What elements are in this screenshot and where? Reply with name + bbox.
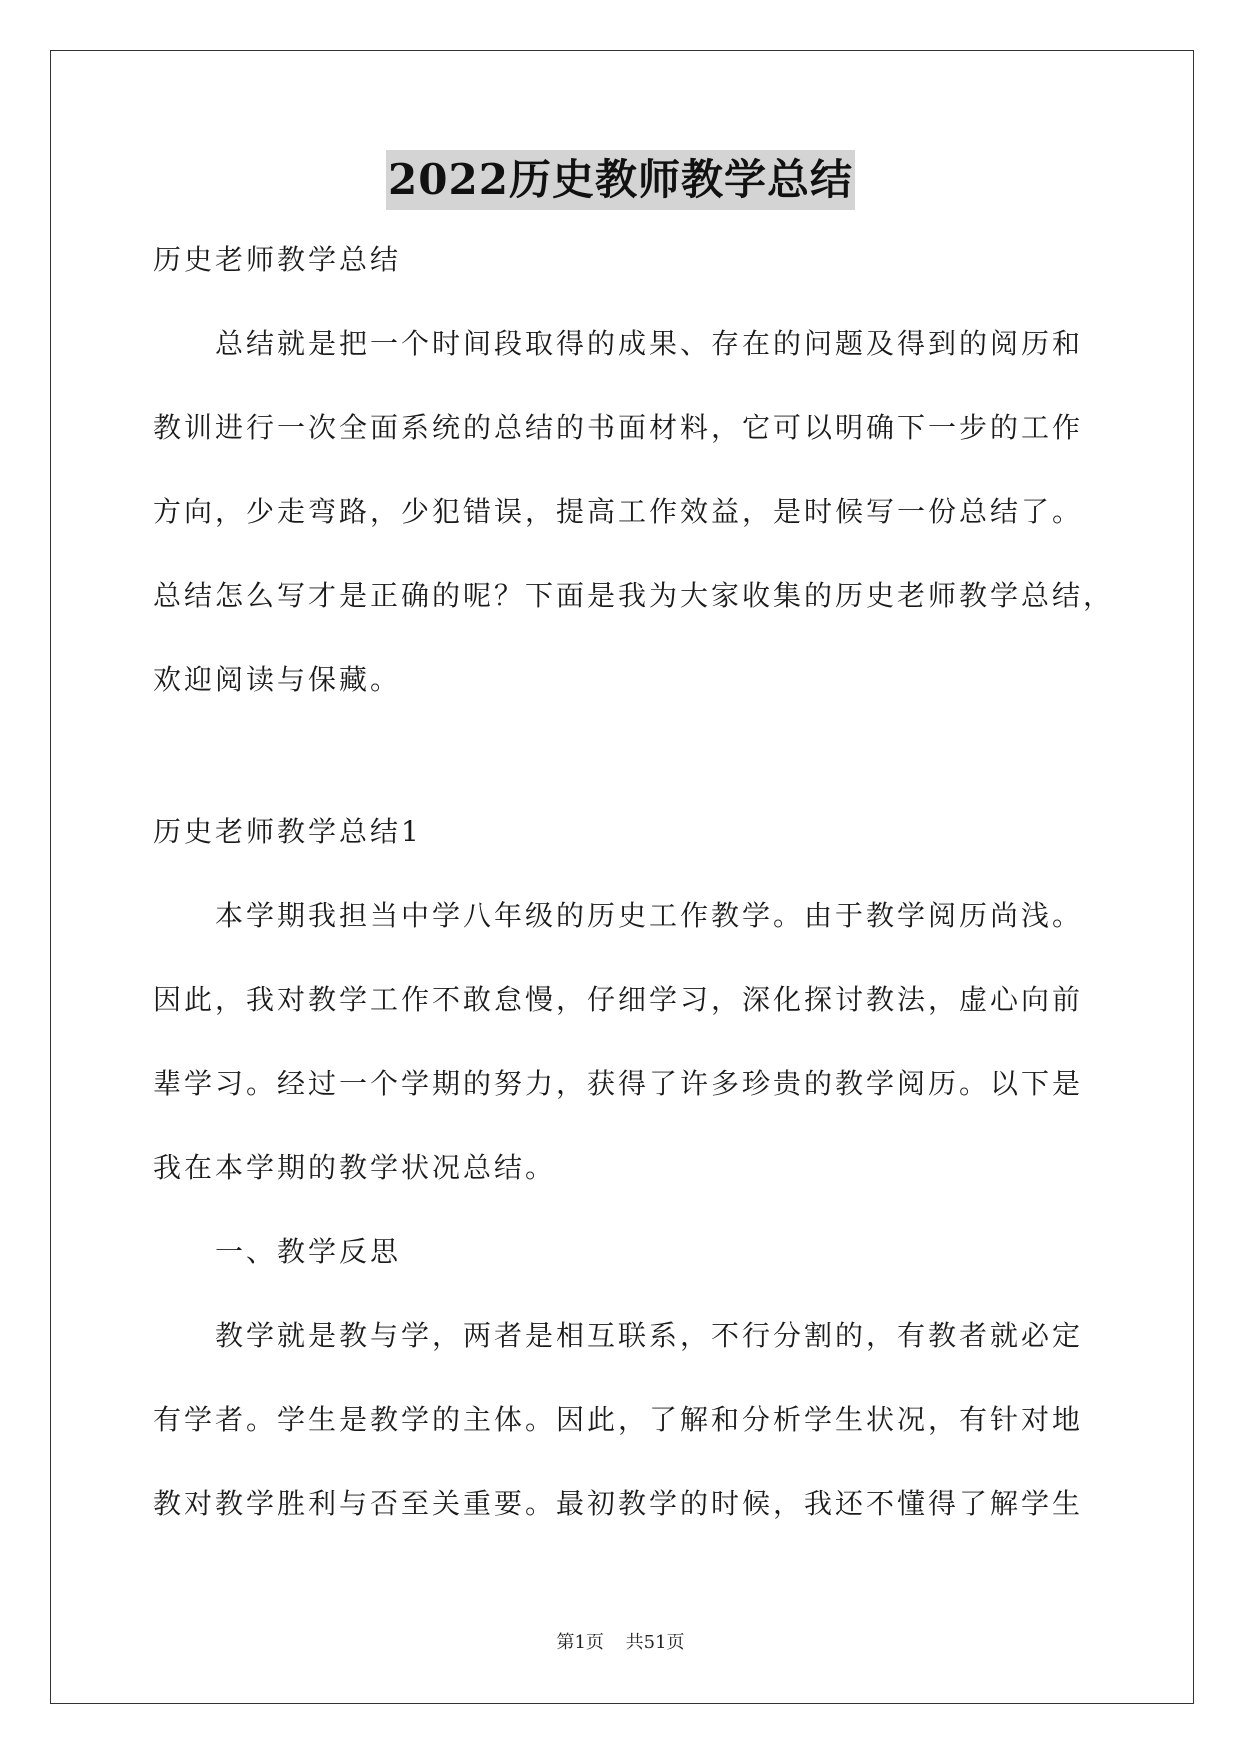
paragraph-line: 欢迎阅读与保藏。 (153, 663, 402, 696)
paragraph-line: 本学期我担当中学八年级的历史工作教学。由于教学阅历尚浅。 (215, 899, 1084, 932)
page-footer (0, 1628, 1241, 1654)
section-heading: 历史老师教学总结1 (153, 815, 422, 848)
page-number: 第1页 (556, 1632, 604, 1653)
section-1 (153, 790, 1113, 1546)
paragraph-line: 教学就是教与学，两者是相互联系，不行分割的，有教者就必定 (215, 1319, 1084, 1352)
title-container (0, 150, 1241, 210)
paragraph-line: 总结就是把一个时间段取得的成果、存在的问题及得到的阅历和 (215, 327, 1084, 360)
paragraph-line: 教训进行一次全面系统的总结的书面材料，它可以明确下一步的工作 (153, 411, 1084, 444)
subsection-heading: 一、教学反思 (215, 1235, 402, 1268)
paragraph-line: 因此，我对教学工作不敢怠慢，仔细学习，深化探讨教法，虚心向前 (153, 983, 1084, 1016)
paragraph-line: 总结怎么写才是正确的呢？下面是我为大家收集的历史老师教学总结， (153, 579, 1115, 612)
paragraph-line: 辈学习。经过一个学期的努力，获得了许多珍贵的教学阅历。以下是 (153, 1067, 1084, 1100)
document-title: 2022历史教师教学总结 (386, 150, 855, 210)
intro-section (153, 218, 1113, 722)
paragraph-line: 教对教学胜利与否至关重要。最初教学的时候，我还不懂得了解学生 (153, 1487, 1084, 1520)
paragraph-line: 方向，少走弯路，少犯错误，提高工作效益，是时候写一份总结了。 (153, 495, 1084, 528)
paragraph-line: 我在本学期的教学状况总结。 (153, 1151, 557, 1184)
paragraph-line: 历史老师教学总结 (153, 243, 402, 276)
page-total: 共51页 (625, 1632, 685, 1653)
paragraph-line: 有学者。学生是教学的主体。因此，了解和分析学生状况，有针对地 (153, 1403, 1084, 1436)
